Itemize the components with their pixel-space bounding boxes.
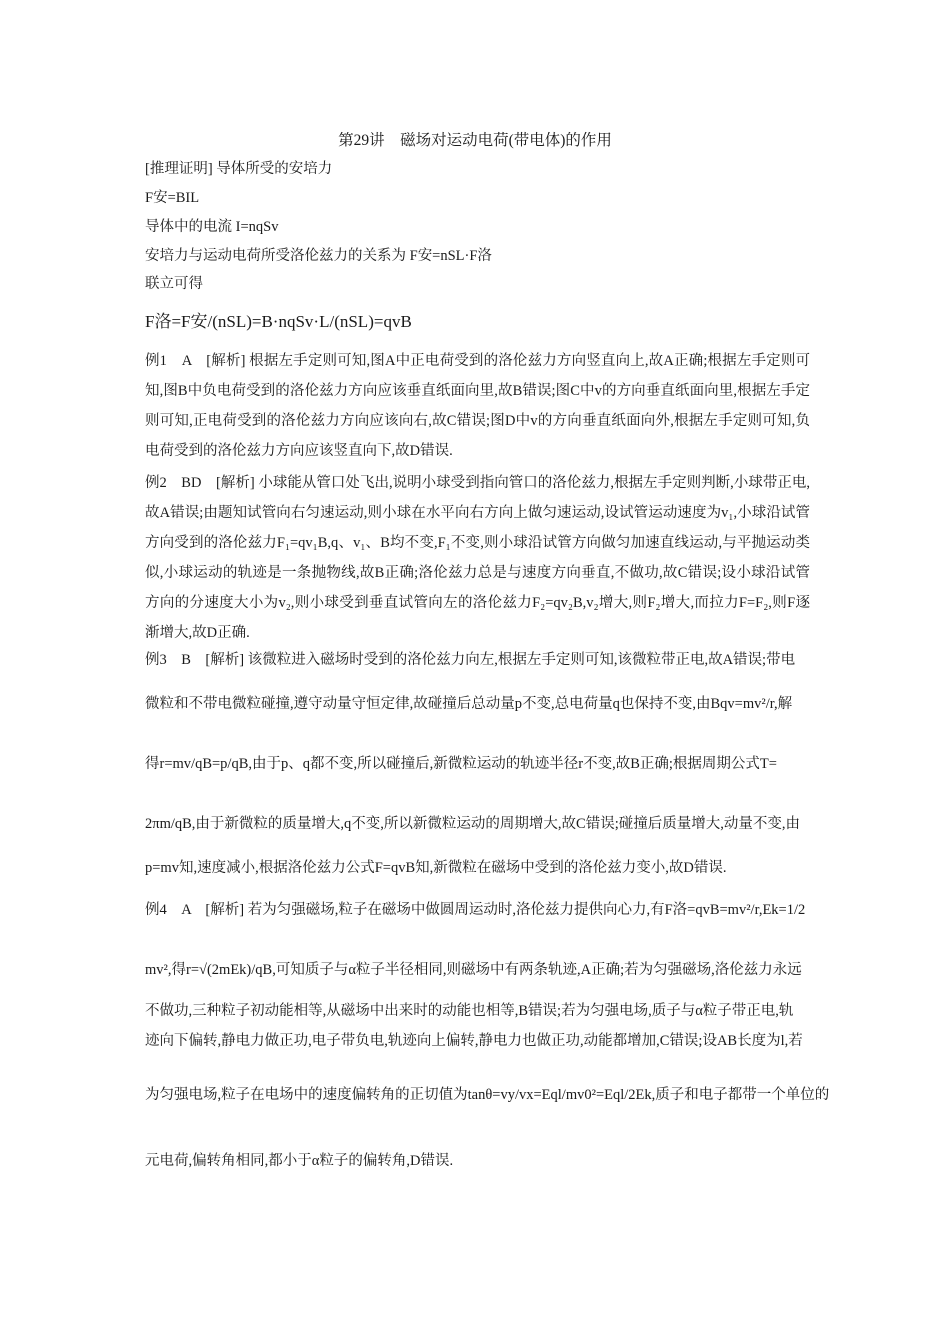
example-4-line-1: 例4 A [解析] 若为匀强磁场,粒子在磁场中做圆周运动时,洛伦兹力提供向心力,有F洛=qvB=mv²/r,Ek=1/2	[145, 902, 806, 918]
example-4-line-5: 为匀强电场,粒子在电场中的速度偏转角的正切值为tanθ=vy/vx=Eql/mv0²=Eql/2Ek,质子和电子都带一个单位的	[145, 1087, 830, 1103]
example-4-line-6: 元电荷,偏转角相同,都小于α粒子的偏转角,D错误.	[145, 1153, 454, 1169]
derivation-line-4: 联立可得	[145, 276, 203, 292]
example-3-line-5: p=mv知,速度减小,根据洛伦兹力公式F=qvB知,新微粒在磁场中受到的洛伦兹力变小,故D错误.	[145, 860, 727, 876]
derivation-line-3: 安培力与运动电荷所受洛伦兹力的关系为 F安=nSL·F洛	[145, 248, 492, 264]
example-4-line-3: 不做功,三种粒子初动能相等,从磁场中出来时的动能也相等,B错误;若为匀强电场,质子与α粒子带正电,轨	[145, 1003, 794, 1019]
example-1: 例1 A [解析] 根据左手定则可知,图A中正电荷受到的洛伦兹力方向竖直向上,故A正确;根据左手定则可知,图B中负电荷受到的洛伦兹力方向应该垂直纸面向里,故B错误;图C中v的方向垂直纸面向里,根据左手定则可知,正电荷受到的洛伦兹力方向应该向右,故C错误;图D中v的方向垂直纸面向外,根据左手定则可知,负电荷受到的洛伦兹力方向应该竖直向下,故D错误.	[145, 353, 810, 459]
example-4-line-4: 迹向下偏转,静电力做正功,电子带负电,轨迹向上偏转,静电力也做正功,动能都增加,C错误;设AB长度为l,若	[145, 1033, 803, 1049]
page-title: 第29讲 磁场对运动电荷(带电体)的作用	[338, 132, 612, 149]
derivation-line-2: 导体中的电流 I=nqSv	[145, 219, 279, 235]
example-3-line-3: 得r=mv/qB=p/qB,由于p、q都不变,所以碰撞后,新微粒运动的轨迹半径r不变,故B正确;根据周期公式T=	[145, 756, 777, 772]
derivation-heading: [推理证明] 导体所受的安培力	[145, 161, 333, 177]
derivation-formula: F洛=F安/(nSL)=B·nqSv·L/(nSL)=qvB	[145, 312, 412, 331]
example-2: 例2 BD [解析] 小球能从管口处飞出,说明小球受到指向管口的洛伦兹力,根据左手定则判断,小球带正电,故A错误;由题知试管向右匀速运动,则小球在水平向右方向上做匀速运动,设试管运动速度为v₁,小球沿试管方向受到的洛伦兹力F₁=qv₁B,q、v₁、B均不变,F₁不变,则小球沿试管方向做匀加速直线运动,与平抛运动类似,小球运动的轨迹是一条抛物线,故B正确;洛伦兹力总是与速度方向垂直,不做功,故C错误;设小球沿试管方向的分速度大小为v₂,则小球受到垂直试管向左的洛伦兹力F₂=qv₂B,v₂增大,则F₂增大,而拉力F=F₂,则F逐渐增大,故D正确.	[145, 475, 810, 641]
derivation-line-1: F安=BIL	[145, 190, 200, 206]
example-3-line-1: 例3 B [解析] 该微粒进入磁场时受到的洛伦兹力向左,根据左手定则可知,该微粒带正电,故A错误;带电	[145, 652, 796, 668]
example-3-line-2: 微粒和不带电微粒碰撞,遵守动量守恒定律,故碰撞后总动量p不变,总电荷量q也保持不变,由Bqv=mv²/r,解	[145, 696, 793, 712]
example-4-line-2: mv²,得r=√(2mEk)/qB,可知质子与α粒子半径相同,则磁场中有两条轨迹,A正确;若为匀强磁场,洛伦兹力永远	[145, 962, 802, 978]
example-3-line-4: 2πm/qB,由于新微粒的质量增大,q不变,所以新微粒运动的周期增大,故C错误;碰撞后质量增大,动量不变,由	[145, 816, 800, 832]
